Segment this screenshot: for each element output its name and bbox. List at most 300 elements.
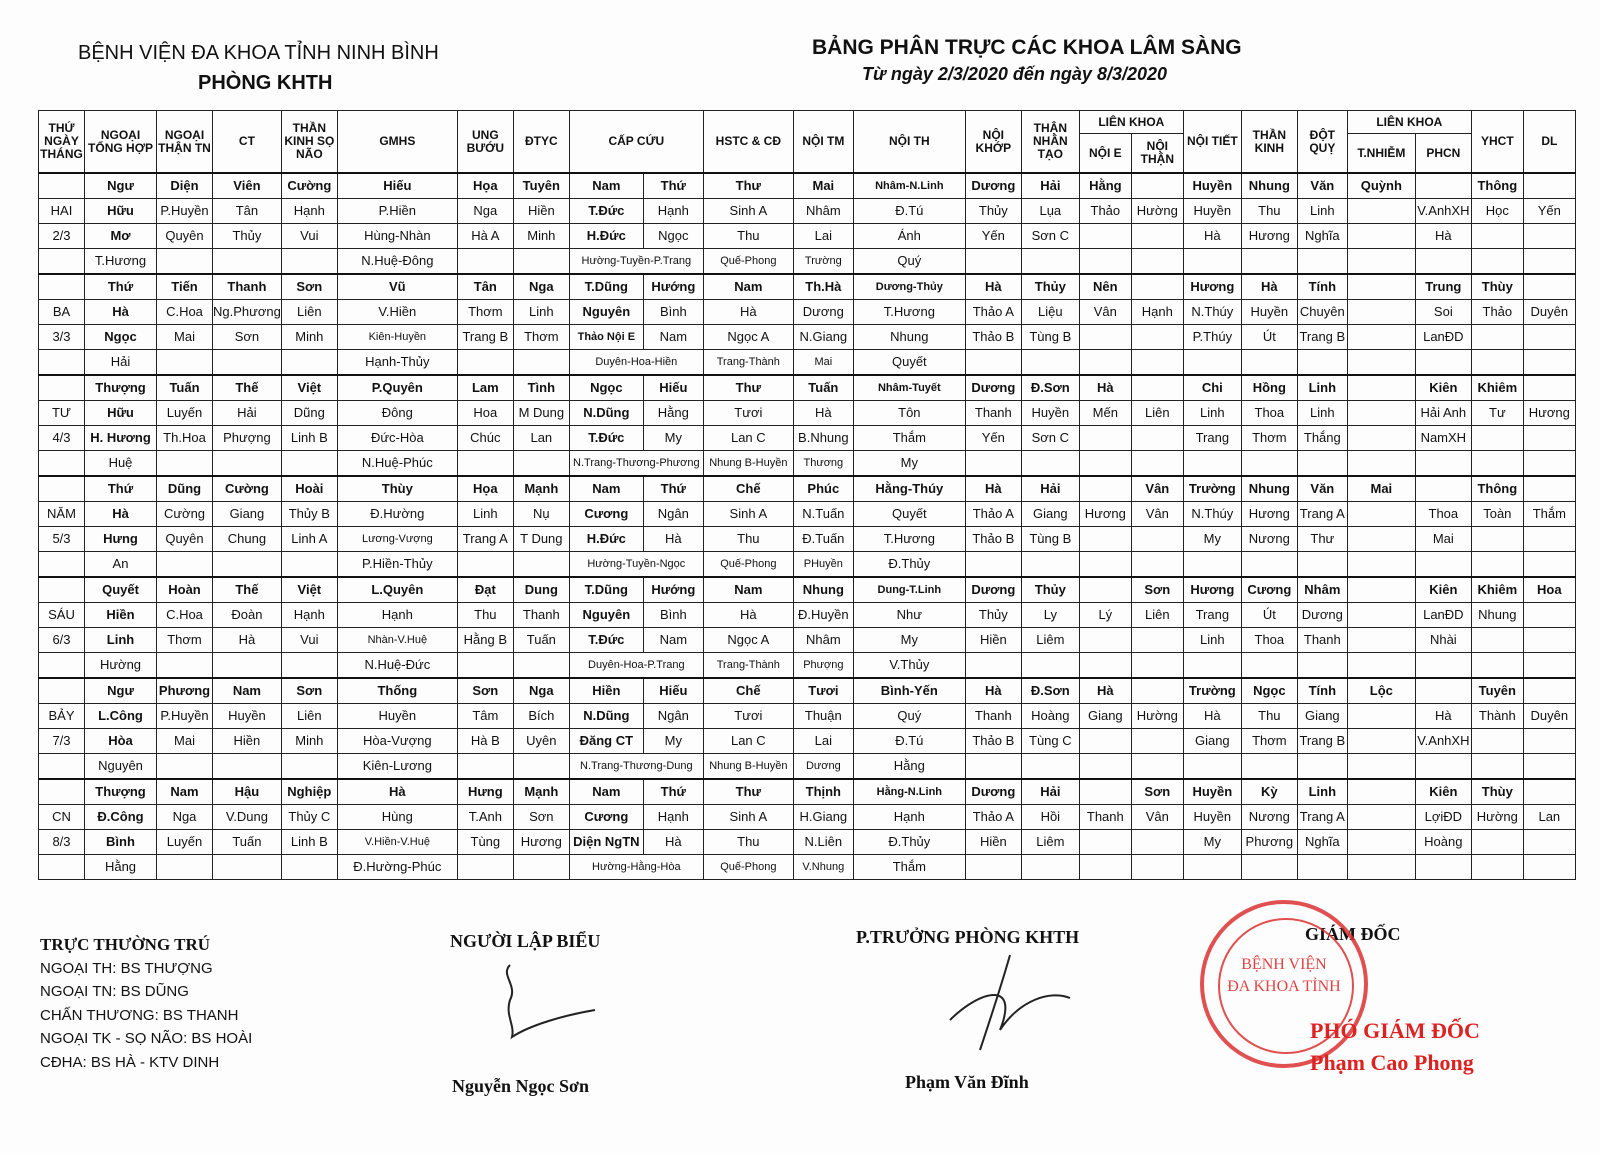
roster-cell: Trang	[1183, 426, 1241, 451]
roster-cell: NamXH	[1415, 426, 1471, 451]
roster-cell: Trung	[1415, 274, 1471, 300]
roster-cell	[1415, 350, 1471, 376]
roster-cell	[1523, 224, 1575, 249]
roster-cell: C.Hoa	[157, 603, 213, 628]
resident-duty-line: CĐHA: BS HÀ - KTV DINH	[40, 1053, 220, 1071]
roster-cell: Liên	[1131, 603, 1183, 628]
roster-cell: Ngọc	[569, 375, 643, 401]
roster-cell: Hòa-Vượng	[337, 729, 457, 754]
header-noi-tm: NỘI TM	[793, 111, 853, 174]
roster-cell	[281, 754, 337, 780]
roster-cell: Hà	[703, 603, 793, 628]
roster-cell: Thơm	[1241, 729, 1297, 754]
roster-cell: Hà	[793, 401, 853, 426]
roster-cell	[965, 754, 1021, 780]
roster-cell: Tuyên	[513, 173, 569, 199]
roster-cell: Bích	[513, 704, 569, 729]
roster-cell	[513, 249, 569, 275]
day-cell	[39, 375, 85, 401]
roster-cell: Đoàn	[213, 603, 282, 628]
document-subtitle: Từ ngày 2/3/2020 đến ngày 8/3/2020	[862, 64, 1168, 84]
roster-cell	[1079, 476, 1131, 502]
roster-cell	[1131, 628, 1183, 653]
roster-cell: Tư	[1471, 401, 1523, 426]
roster-cell: Bình	[643, 300, 703, 325]
roster-cell: Mai	[1347, 476, 1415, 502]
roster-cell: Hà B	[457, 729, 513, 754]
roster-cell: Hiền	[213, 729, 282, 754]
roster-cell: Thơm	[513, 325, 569, 350]
roster-cell: Thư	[703, 173, 793, 199]
roster-cell	[157, 350, 213, 376]
director-title: GIÁM ĐỐC	[1305, 924, 1401, 944]
roster-cell: Sơn	[513, 805, 569, 830]
roster-cell	[1021, 451, 1079, 477]
roster-cell: Diện NgTN	[569, 830, 643, 855]
roster-cell	[1523, 527, 1575, 552]
roster-cell: Thoa	[1415, 502, 1471, 527]
day-name: TƯ	[39, 401, 85, 426]
roster-cell: Tuyên	[1471, 678, 1523, 704]
roster-cell	[1079, 855, 1131, 880]
roster-cell: Ngư	[85, 173, 157, 199]
roster-cell: Thảo B	[965, 527, 1021, 552]
roster-cell: Trường	[1183, 678, 1241, 704]
roster-cell	[1079, 779, 1131, 805]
roster-cell: Thượng	[85, 779, 157, 805]
roster-cell: Kiên	[1415, 577, 1471, 603]
roster-cell: Thanh	[213, 274, 282, 300]
roster-cell: Nhâm	[1297, 577, 1347, 603]
table-row	[39, 173, 1576, 199]
roster-cell: Hải	[1021, 476, 1079, 502]
roster-cell: Hà	[965, 678, 1021, 704]
roster-cell: Đ.Tú	[853, 199, 965, 224]
table-row	[39, 678, 1576, 704]
roster-cell: Hằng-N.Linh	[853, 779, 965, 805]
roster-cell	[1523, 552, 1575, 578]
roster-cell: Đ.Thủy	[853, 552, 965, 578]
roster-cell	[965, 350, 1021, 376]
roster-cell: Minh	[513, 224, 569, 249]
roster-cell: Minh	[281, 729, 337, 754]
roster-cell: Hạnh	[281, 199, 337, 224]
roster-cell	[1241, 855, 1297, 880]
roster-cell: Sinh A	[703, 502, 793, 527]
roster-cell	[1021, 552, 1079, 578]
table-row	[39, 451, 1576, 477]
roster-cell: Học	[1471, 199, 1523, 224]
roster-cell: Thủy	[1021, 274, 1079, 300]
roster-cell: Nhâm	[793, 199, 853, 224]
roster-cell: Hòa	[85, 729, 157, 754]
roster-cell: Mai	[793, 350, 853, 376]
roster-cell: Nhàn-V.Huệ	[337, 628, 457, 653]
roster-cell: Việt	[281, 577, 337, 603]
roster-cell: Hướng	[643, 274, 703, 300]
roster-cell: V.AnhXH	[1415, 199, 1471, 224]
roster-cell: Mai	[793, 173, 853, 199]
roster-cell: Dương	[793, 754, 853, 780]
table-row	[39, 779, 1576, 805]
roster-cell: Tiến	[157, 274, 213, 300]
roster-cell: Thu	[1241, 199, 1297, 224]
roster-cell	[965, 249, 1021, 275]
table-row	[39, 249, 1576, 275]
roster-cell: Nhung	[793, 577, 853, 603]
header-phcn: PHCN	[1415, 134, 1471, 174]
roster-cell: Dương	[1297, 603, 1347, 628]
roster-cell: Th.Hà	[793, 274, 853, 300]
roster-cell: Duyên-Hoa-Hiền	[569, 350, 703, 376]
roster-cell: Tùng B	[1021, 325, 1079, 350]
roster-cell: Giang	[1297, 704, 1347, 729]
table-row	[39, 855, 1576, 880]
vice-director-title: PHÓ GIÁM ĐỐC	[1310, 1018, 1480, 1043]
roster-cell: Nghĩa	[1297, 830, 1347, 855]
roster-cell: Linh	[1297, 199, 1347, 224]
roster-cell	[1347, 754, 1415, 780]
roster-cell: C.Hoa	[157, 300, 213, 325]
roster-cell	[1021, 855, 1079, 880]
roster-cell: T.Dũng	[569, 577, 643, 603]
header-dot-quy: ĐỘT QUỴ	[1297, 111, 1347, 174]
roster-cell: Linh	[85, 628, 157, 653]
roster-cell	[1183, 451, 1241, 477]
roster-cell: Bình	[85, 830, 157, 855]
roster-cell: Giang	[1079, 704, 1131, 729]
day-name: NĂM	[39, 502, 85, 527]
roster-cell	[1415, 476, 1471, 502]
roster-cell	[1183, 350, 1241, 376]
roster-cell: Trang-Thành	[703, 653, 793, 679]
roster-cell: Hưng	[457, 779, 513, 805]
roster-cell: Chế	[703, 476, 793, 502]
roster-cell: Nam	[643, 628, 703, 653]
roster-cell: Tuấn	[157, 375, 213, 401]
roster-cell: Toàn	[1471, 502, 1523, 527]
roster-cell: Vui	[281, 224, 337, 249]
roster-cell: Tân	[457, 274, 513, 300]
roster-cell	[1523, 855, 1575, 880]
roster-cell: Ngọc	[1241, 678, 1297, 704]
day-block	[39, 173, 1576, 274]
roster-cell: Huyền	[1241, 300, 1297, 325]
roster-cell: Thủy	[1021, 577, 1079, 603]
roster-cell	[1241, 451, 1297, 477]
roster-cell: Văn	[1297, 476, 1347, 502]
table-row	[39, 805, 1576, 830]
roster-cell: Hạnh	[337, 603, 457, 628]
roster-cell: Hùng	[337, 805, 457, 830]
resident-duty-line: NGOẠI TK - SỌ NÃO: BS HOÀI	[40, 1030, 253, 1047]
roster-cell: V.Hiền	[337, 300, 457, 325]
roster-cell: Sơn	[213, 325, 282, 350]
roster-cell: Hường	[1471, 805, 1523, 830]
roster-cell: Sinh A	[703, 805, 793, 830]
roster-cell: Lai	[793, 224, 853, 249]
roster-cell: Nguyên	[85, 754, 157, 780]
roster-cell: Thảo B	[965, 325, 1021, 350]
roster-cell	[965, 552, 1021, 578]
day-date: 5/3	[39, 527, 85, 552]
roster-cell	[157, 552, 213, 578]
roster-cell: Bình	[643, 603, 703, 628]
roster-cell: Quế-Phong	[703, 855, 793, 880]
roster-cell: Thanh	[1079, 805, 1131, 830]
roster-cell	[1131, 451, 1183, 477]
roster-cell	[1241, 350, 1297, 376]
roster-cell: Hùng-Nhàn	[337, 224, 457, 249]
roster-cell: Thủy C	[281, 805, 337, 830]
day-cell	[39, 249, 85, 275]
roster-cell	[1347, 527, 1415, 552]
roster-cell: Cương	[569, 502, 643, 527]
roster-cell: Liên	[1131, 401, 1183, 426]
roster-cell: Dương	[965, 173, 1021, 199]
roster-cell	[1347, 779, 1415, 805]
stamp-text: BỆNH VIỆN	[1241, 956, 1327, 973]
roster-cell	[1523, 729, 1575, 754]
roster-cell: Hà	[85, 300, 157, 325]
day-name: HAI	[39, 199, 85, 224]
roster-cell: Hiền	[965, 830, 1021, 855]
roster-cell: Tùng	[457, 830, 513, 855]
roster-cell: Kiên-Lương	[337, 754, 457, 780]
roster-cell: Hải	[85, 350, 157, 376]
header-than-nhan-tao: THẬN NHÂN TẠO	[1021, 111, 1079, 174]
roster-cell	[213, 249, 282, 275]
roster-cell	[1079, 224, 1131, 249]
roster-cell: Nam	[703, 577, 793, 603]
table-row	[39, 476, 1576, 502]
roster-cell	[1347, 628, 1415, 653]
roster-cell	[1523, 325, 1575, 350]
roster-cell: Dương	[965, 375, 1021, 401]
roster-cell: Thu	[703, 830, 793, 855]
roster-cell: My	[643, 426, 703, 451]
roster-cell: Hồng	[1241, 375, 1297, 401]
roster-cell	[213, 552, 282, 578]
roster-cell	[1347, 426, 1415, 451]
roster-cell	[965, 653, 1021, 679]
roster-cell: Lộc	[1347, 678, 1415, 704]
roster-cell: My	[853, 628, 965, 653]
roster-cell: Tuấn	[513, 628, 569, 653]
roster-cell: Huyền	[1183, 779, 1241, 805]
roster-cell: N.Huệ-Đông	[337, 249, 457, 275]
roster-cell: Duyên	[1523, 300, 1575, 325]
roster-cell: Tâm	[457, 704, 513, 729]
roster-cell: Diện	[157, 173, 213, 199]
table-row	[39, 401, 1576, 426]
roster-cell: Thanh	[513, 603, 569, 628]
roster-cell: Thương	[793, 451, 853, 477]
header-noi-than: NỘI THẬN	[1131, 134, 1183, 174]
roster-cell: Quyết	[853, 350, 965, 376]
roster-cell	[1471, 224, 1523, 249]
roster-cell: Hương	[1241, 502, 1297, 527]
roster-cell	[1183, 754, 1241, 780]
roster-cell: Quế-Phong	[703, 552, 793, 578]
roster-cell	[513, 653, 569, 679]
roster-cell: Thảo	[1079, 199, 1131, 224]
day-date: 4/3	[39, 426, 85, 451]
roster-cell: Sơn C	[1021, 426, 1079, 451]
roster-cell	[1347, 249, 1415, 275]
roster-cell: Hà	[1241, 274, 1297, 300]
roster-cell: Thu	[703, 527, 793, 552]
roster-cell: Vũ	[337, 274, 457, 300]
roster-cell: L.Công	[85, 704, 157, 729]
roster-cell: Thảo A	[965, 502, 1021, 527]
roster-cell: Hồi	[1021, 805, 1079, 830]
resident-duty-block	[40, 933, 252, 1074]
roster-cell: Hường-Tuyền-Ngọc	[569, 552, 703, 578]
roster-cell: Hữu	[85, 199, 157, 224]
roster-cell	[1021, 653, 1079, 679]
roster-cell: T Dung	[513, 527, 569, 552]
roster-cell: Sơn	[281, 274, 337, 300]
roster-cell	[157, 855, 213, 880]
roster-cell: Tươi	[793, 678, 853, 704]
roster-cell: Hằng	[1079, 173, 1131, 199]
day-date: 6/3	[39, 628, 85, 653]
roster-cell	[1347, 704, 1415, 729]
table-row	[39, 552, 1576, 578]
roster-cell: PHuyền	[793, 552, 853, 578]
day-cell	[39, 476, 85, 502]
day-block	[39, 577, 1576, 678]
duty-roster-table	[38, 110, 1576, 880]
roster-cell: Ly	[1021, 603, 1079, 628]
roster-cell: Nghiệp	[281, 779, 337, 805]
roster-cell: Đăng CT	[569, 729, 643, 754]
roster-cell	[1523, 375, 1575, 401]
preparer-signature	[470, 955, 610, 1050]
roster-cell: Nhâm-Tuyết	[853, 375, 965, 401]
preparer-name: Nguyễn Ngọc Sơn	[452, 1076, 589, 1096]
roster-cell	[513, 754, 569, 780]
day-block	[39, 678, 1576, 779]
day-cell	[39, 678, 85, 704]
roster-cell: Mơ	[85, 224, 157, 249]
roster-cell	[1347, 729, 1415, 754]
roster-cell: Hậu	[213, 779, 282, 805]
header-noi-tiet: NỘI TIẾT	[1183, 111, 1241, 174]
roster-cell: Cường	[157, 502, 213, 527]
roster-cell: Luyến	[157, 401, 213, 426]
roster-cell: Giang	[1183, 729, 1241, 754]
roster-cell	[1347, 325, 1415, 350]
roster-cell	[1297, 451, 1347, 477]
roster-cell	[513, 855, 569, 880]
roster-cell	[1347, 830, 1415, 855]
roster-cell	[1079, 653, 1131, 679]
roster-cell: Chế	[703, 678, 793, 704]
roster-cell: Huyền	[1183, 199, 1241, 224]
roster-cell: Hường-Hằng-Hòa	[569, 855, 703, 880]
roster-cell	[1079, 426, 1131, 451]
header-lien-khoa-1: LIÊN KHOA	[1079, 111, 1183, 134]
roster-cell: Phúc	[793, 476, 853, 502]
roster-cell: Cường	[281, 173, 337, 199]
roster-cell: N.Dũng	[569, 704, 643, 729]
roster-cell: Linh	[1297, 375, 1347, 401]
roster-cell: Thắng	[1297, 426, 1347, 451]
day-cell	[39, 350, 85, 376]
roster-cell: Liêm	[1021, 830, 1079, 855]
roster-cell: Thủy	[965, 603, 1021, 628]
roster-cell: Hải	[1021, 173, 1079, 199]
roster-cell	[1079, 729, 1131, 754]
roster-cell	[1079, 628, 1131, 653]
roster-cell: Thơm	[157, 628, 213, 653]
day-date: 3/3	[39, 325, 85, 350]
roster-cell: Thu	[1241, 704, 1297, 729]
roster-cell: Trang	[1183, 603, 1241, 628]
roster-cell	[1415, 173, 1471, 199]
roster-cell	[157, 451, 213, 477]
roster-cell	[1523, 451, 1575, 477]
roster-cell: Thơm	[457, 300, 513, 325]
resident-duty-line: CHẤN THƯƠNG: BS THANH	[40, 1006, 239, 1024]
roster-cell: Giang	[213, 502, 282, 527]
roster-cell	[1021, 350, 1079, 376]
roster-cell	[513, 451, 569, 477]
roster-cell	[1347, 653, 1415, 679]
day-name: CN	[39, 805, 85, 830]
roster-cell	[965, 451, 1021, 477]
day-date: 8/3	[39, 830, 85, 855]
roster-cell: Dung	[513, 577, 569, 603]
roster-cell: Thư	[703, 779, 793, 805]
roster-cell: Phượng	[793, 653, 853, 679]
day-cell	[39, 855, 85, 880]
roster-cell: Minh	[281, 325, 337, 350]
roster-cell: N.Trang-Thương-Dung	[569, 754, 703, 780]
roster-cell	[281, 653, 337, 679]
roster-cell: Huyền	[213, 704, 282, 729]
roster-cell: Ngọc	[85, 325, 157, 350]
roster-cell	[1297, 653, 1347, 679]
roster-cell: Uyên	[513, 729, 569, 754]
roster-cell: Thảo Nội E	[569, 325, 643, 350]
roster-cell	[1347, 451, 1415, 477]
roster-cell	[1347, 805, 1415, 830]
roster-cell	[213, 350, 282, 376]
roster-cell: Thứ	[643, 173, 703, 199]
roster-cell	[1471, 325, 1523, 350]
resident-duty-title: TRỰC THƯỜNG TRÚ	[40, 935, 211, 954]
roster-cell: Văn	[1297, 173, 1347, 199]
deputy-signature	[930, 950, 1090, 1060]
roster-cell: Út	[1241, 603, 1297, 628]
day-cell	[39, 754, 85, 780]
roster-cell	[1079, 249, 1131, 275]
roster-cell: Linh	[457, 502, 513, 527]
roster-cell: Quế-Phong	[703, 249, 793, 275]
header-than-kinh-so-nao: THẦN KINH SỌ NÃO	[281, 111, 337, 174]
roster-cell: Huyền	[1021, 401, 1079, 426]
roster-cell: Liên	[281, 300, 337, 325]
roster-cell: Hạnh	[281, 603, 337, 628]
roster-cell: Nga	[513, 274, 569, 300]
roster-cell: Hoa	[457, 401, 513, 426]
roster-cell: Chung	[213, 527, 282, 552]
roster-cell: Tuấn	[793, 375, 853, 401]
roster-cell: Sơn	[1131, 577, 1183, 603]
